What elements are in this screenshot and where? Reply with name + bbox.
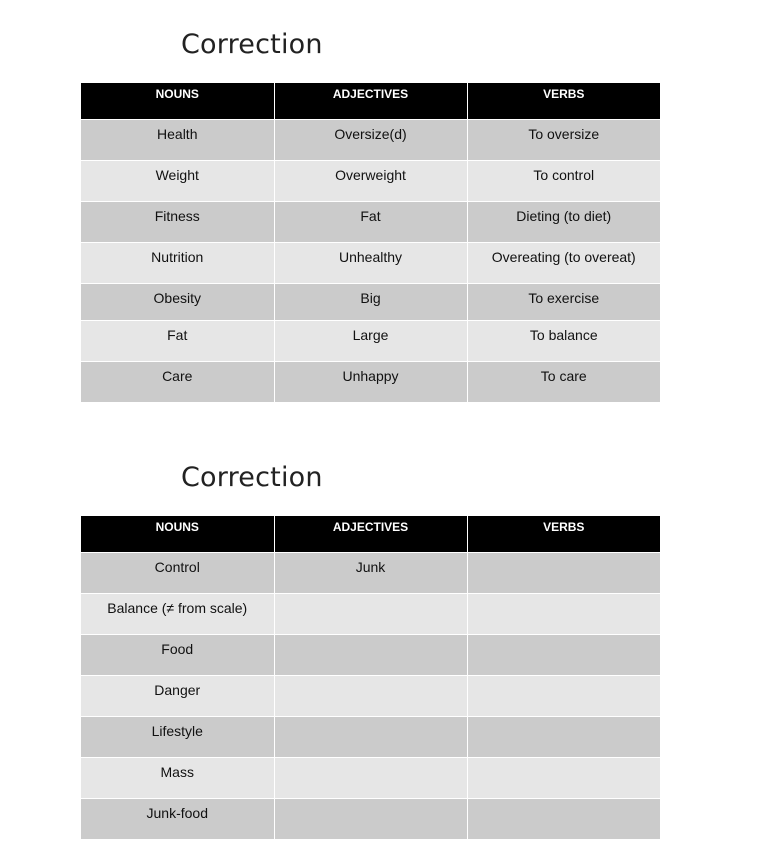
adjective-cell <box>274 675 467 716</box>
noun-cell: Obesity <box>81 283 274 320</box>
verb-cell: To exercise <box>467 283 660 320</box>
verb-cell: To oversize <box>467 119 660 160</box>
header-adjectives: ADJECTIVES <box>274 516 467 552</box>
adjective-cell: Large <box>274 320 467 361</box>
table-row <box>81 361 660 402</box>
verb-cell <box>467 593 660 634</box>
header-verbs: VERBS <box>467 83 660 119</box>
table-row <box>81 552 660 593</box>
adjective-cell: Unhappy <box>274 361 467 402</box>
table-row <box>81 201 660 242</box>
table-row <box>81 675 660 716</box>
adjective-cell: Unhealthy <box>274 242 467 283</box>
table-row <box>81 242 660 283</box>
header-adjectives: ADJECTIVES <box>274 83 467 119</box>
noun-cell: Food <box>81 634 274 675</box>
noun-cell: Weight <box>81 160 274 201</box>
vocabulary-table-2 <box>81 516 660 839</box>
noun-cell: Nutrition <box>81 242 274 283</box>
verb-cell <box>467 675 660 716</box>
header-nouns: NOUNS <box>81 516 274 552</box>
vocabulary-table-1 <box>81 83 660 402</box>
noun-cell: Danger <box>81 675 274 716</box>
noun-cell: Balance (≠ from scale) <box>81 593 274 634</box>
verb-cell <box>467 552 660 593</box>
adjective-cell <box>274 716 467 757</box>
adjective-cell <box>274 757 467 798</box>
verb-cell: To control <box>467 160 660 201</box>
noun-cell: Mass <box>81 757 274 798</box>
noun-cell: Health <box>81 119 274 160</box>
adjective-cell: Big <box>274 283 467 320</box>
verb-cell <box>467 757 660 798</box>
table-row <box>81 798 660 839</box>
table-row <box>81 160 660 201</box>
verb-cell: Overeating (to overeat) <box>467 242 660 283</box>
table-row <box>81 716 660 757</box>
table-row <box>81 634 660 675</box>
noun-cell: Junk-food <box>81 798 274 839</box>
table-row <box>81 757 660 798</box>
adjective-cell: Fat <box>274 201 467 242</box>
adjective-cell: Junk <box>274 552 467 593</box>
noun-cell: Care <box>81 361 274 402</box>
noun-cell: Control <box>81 552 274 593</box>
verb-cell: To balance <box>467 320 660 361</box>
verb-cell <box>467 798 660 839</box>
adjective-cell <box>274 634 467 675</box>
adjective-cell <box>274 593 467 634</box>
verb-cell <box>467 716 660 757</box>
section-title: Correction <box>181 29 323 60</box>
noun-cell: Lifestyle <box>81 716 274 757</box>
adjective-cell: Oversize(d) <box>274 119 467 160</box>
section-title: Correction <box>181 462 323 493</box>
table-header-row <box>81 83 660 119</box>
verb-cell: To care <box>467 361 660 402</box>
header-verbs: VERBS <box>467 516 660 552</box>
verb-cell <box>467 634 660 675</box>
adjective-cell: Overweight <box>274 160 467 201</box>
table-header-row <box>81 516 660 552</box>
table-row <box>81 283 660 320</box>
table-row <box>81 320 660 361</box>
noun-cell: Fitness <box>81 201 274 242</box>
adjective-cell <box>274 798 467 839</box>
table-row <box>81 119 660 160</box>
noun-cell: Fat <box>81 320 274 361</box>
table-row <box>81 593 660 634</box>
header-nouns: NOUNS <box>81 83 274 119</box>
verb-cell: Dieting (to diet) <box>467 201 660 242</box>
